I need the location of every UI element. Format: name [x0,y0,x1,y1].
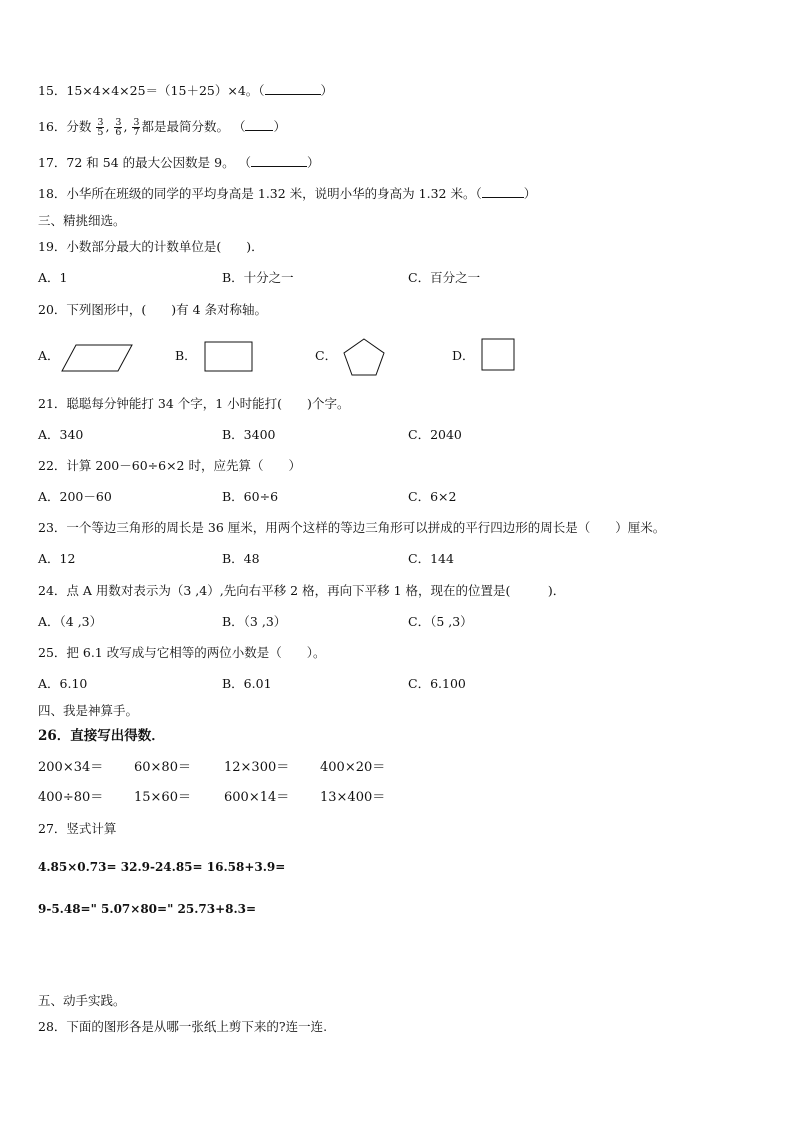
option-c[interactable]: C．144 [408,551,454,566]
answer-blank[interactable] [245,119,273,131]
question-22: 22．计算 200－60÷6×2 时，应先算（ ） [38,458,301,473]
section-heading-5: 五、动手实践。 [38,993,126,1008]
question-16: 16．分数 $\frac{3}{5}$ , $\frac{3}{6}$ , $\frac{3}{7}$ 都是最简分数。 （ ） [38,117,286,138]
answer-blank[interactable] [251,155,307,167]
option-a[interactable]: A．1 [38,270,68,285]
option-a[interactable]: A．12 [38,551,76,566]
calc-item: 15×60＝ [134,790,191,805]
pentagon-shape [342,338,386,376]
calc-item: 400÷80＝ [38,790,104,805]
question-26-title: 26．直接写出得数． [38,728,165,744]
option-d[interactable]: D． [452,348,475,363]
calc-item: 600×14＝ [224,790,290,805]
vertical-calc-line-2: 9-5.48=" 5.07×80=" 25.73+8.3= [38,902,257,916]
question-21: 21．聪聪每分钟能打 34 个字，1 小时能打( )个字。 [38,396,350,411]
answer-blank[interactable] [482,186,524,198]
option-c[interactable]: C．6×2 [408,489,457,504]
question-15: 15．15×4×4×25＝（15＋25）×4。（ ） [38,83,334,98]
parallelogram-shape [62,344,134,372]
option-a[interactable]: A．200－60 [38,489,112,504]
fraction-3-6: $\frac{3}{6}$ [115,117,122,138]
rectangle-shape [204,341,254,373]
option-b[interactable]: B．（3 ,3） [222,614,287,629]
fraction-3-7: $\frac{3}{7}$ [133,117,140,138]
question-24: 24．点 A 用数对表示为（3 ,4）,先向右平移 2 格，再向下平移 1 格，现在的位置是( )． [38,583,566,598]
question-20: 20．下列图形中，( )有 4 条对称轴。 [38,302,268,317]
square-shape [481,338,517,372]
question-18: 18．小华所在班级的同学的平均身高是 1.32 米，说明小华的身高为 1.32 米。（ ） [38,186,537,201]
calc-item: 12×300＝ [224,760,290,775]
option-c[interactable]: C． [315,348,338,363]
vertical-calc-line-1: 4.85×0.73= 32.9-24.85= 16.58+3.9= [38,860,286,874]
question-27-title: 27．竖式计算 [38,821,117,836]
question-17: 17．72 和 54 的最大公因数是 9。 （ ） [38,155,320,170]
option-a[interactable]: A．340 [38,427,84,442]
option-a[interactable]: A． [38,348,60,363]
option-b[interactable]: B．48 [222,551,260,566]
fraction-3-5: $\frac{3}{5}$ [97,117,104,138]
question-23: 23．一个等边三角形的周长是 36 厘米，用两个这样的等边三角形可以拼成的平行四边形的周长是（ ）厘米。 [38,520,666,535]
option-a[interactable]: A．（4 ,3） [38,614,103,629]
option-b[interactable]: B．60÷6 [222,489,279,504]
calc-item: 400×20＝ [320,760,386,775]
calc-item: 200×34＝ [38,760,104,775]
question-28: 28．下面的图形各是从哪一张纸上剪下来的?连一连. [38,1019,328,1034]
option-c[interactable]: C．2040 [408,427,462,442]
question-25: 25．把 6.1 改写成与它相等的两位小数是（ ）。 [38,645,326,660]
option-c[interactable]: C．（5 ,3） [408,614,473,629]
option-c[interactable]: C．百分之一 [408,270,481,285]
option-a[interactable]: A．6.10 [38,676,88,691]
answer-blank[interactable] [265,83,321,95]
calc-item: 60×80＝ [134,760,191,775]
option-b[interactable]: B．3400 [222,427,276,442]
option-b[interactable]: B． [175,348,197,363]
option-b[interactable]: B．十分之一 [222,270,294,285]
calc-item: 13×400＝ [320,790,386,805]
section-heading-3: 三、精挑细选。 [38,213,126,228]
option-c[interactable]: C．6.100 [408,676,466,691]
question-19: 19．小数部分最大的计数单位是( )． [38,239,264,254]
option-b[interactable]: B．6.01 [222,676,272,691]
section-heading-4: 四、我是神算手。 [38,703,139,718]
